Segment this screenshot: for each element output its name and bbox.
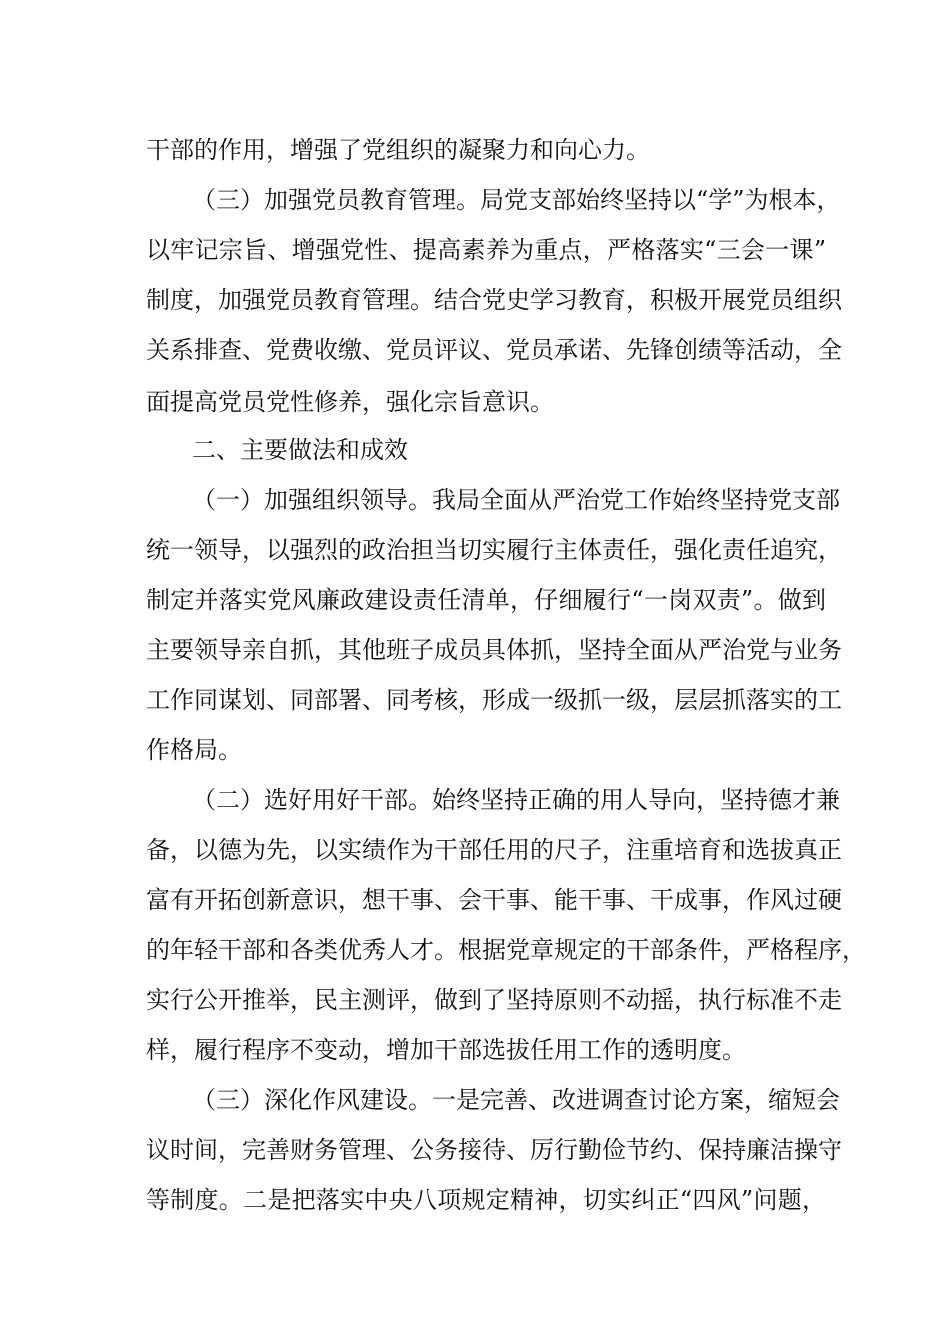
section-heading: 二、主要做法和成效 — [192, 436, 408, 464]
paragraph-line: 工作同谋划、同部署、同考核，形成一级抓一级，层层抓落实的工 — [146, 686, 842, 714]
paragraph-line: 主要领导亲自抓，其他班子成员具体抓，坚持全面从严治党与业务 — [146, 636, 842, 664]
paragraph-line: （一）加强组织领导。我局全面从严治党工作始终坚持党支部 — [192, 486, 840, 514]
paragraph-line: 的年轻干部和各类优秀人才。根据党章规定的干部条件，严格程序， — [146, 936, 866, 964]
paragraph-line: 富有开拓创新意识，想干事、会干事、能干事、干成事，作风过硬 — [146, 886, 842, 914]
paragraph-line: 统一领导，以强烈的政治担当切实履行主体责任，强化责任追究， — [146, 536, 842, 564]
paragraph-line: 面提高党员党性修养，强化宗旨意识。 — [146, 388, 554, 416]
paragraph-line: （三）加强党员教育管理。局党支部始终坚持以“学”为根本， — [192, 186, 841, 214]
paragraph-line: 备，以德为先，以实绩作为干部任用的尺子，注重培育和选拔真正 — [146, 836, 842, 864]
paragraph-line: 作格局。 — [146, 736, 242, 764]
paragraph-line: 制度，加强党员教育管理。结合党史学习教育，积极开展党员组织 — [146, 286, 842, 314]
paragraph-line: 实行公开推举，民主测评，做到了坚持原则不动摇，执行标准不走 — [146, 986, 842, 1014]
paragraph-line: 制定并落实党风廉政建设责任清单，仔细履行“一岗双责”。做到 — [146, 586, 826, 614]
paragraph-line: （三）深化作风建设。一是完善、改进调查讨论方案，缩短会 — [192, 1086, 840, 1114]
paragraph-line: 干部的作用，增强了党组织的凝聚力和向心力。 — [146, 136, 650, 164]
paragraph-line: 等制度。二是把落实中央八项规定精神，切实纠正“四风”问题， — [146, 1186, 826, 1214]
paragraph-line: 关系排查、党费收缴、党员评议、党员承诺、先锋创绩等活动，全 — [146, 336, 842, 364]
paragraph-line: （二）选好用好干部。始终坚持正确的用人导向，坚持德才兼 — [192, 786, 840, 814]
paragraph-line: 样，履行程序不变动，增加干部选拔任用工作的透明度。 — [146, 1036, 746, 1064]
paragraph-line: 议时间，完善财务管理、公务接待、厉行勤俭节约、保持廉洁操守 — [146, 1136, 842, 1164]
paragraph-line: 以牢记宗旨、增强党性、提高素养为重点，严格落实“三会一课” — [146, 236, 826, 264]
